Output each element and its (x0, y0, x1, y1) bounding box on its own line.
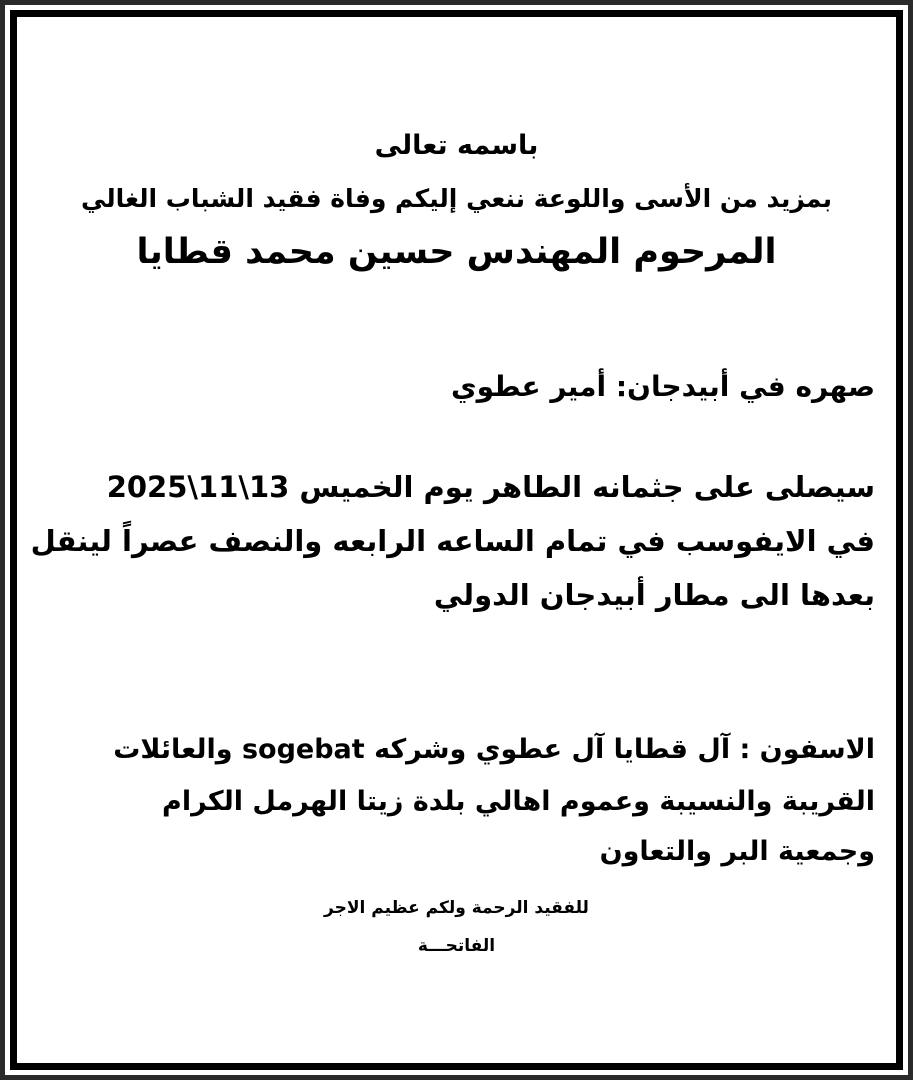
invocation: باسمه تعالى (374, 130, 539, 161)
funeral-line-3: بعدها الى مطار أبيدجان الدولي (433, 578, 875, 612)
funeral-line-1: سيصلى على جثمانه الطاهر يوم الخميس 13\11\2025 (106, 470, 875, 504)
fatiha: الفاتحـــة (417, 936, 496, 956)
condolence: للفقيد الرحمة ولكم عظيم الاجر (324, 898, 589, 918)
mourners-line-2: القريبة والنسيبة وعموم اهالي بلدة زيتا الهرمل الكرام (162, 786, 875, 817)
funeral-line-2: في الايفوسب في تمام الساعه الرابعه والنصف عصراً لينقل (30, 524, 875, 558)
relative-line: صهره في أبيدجان: أمير عطوي (450, 370, 875, 403)
deceased-name: المرحوم المهندس حسين محمد قطايا (136, 232, 777, 272)
mourners-line-1: الاسفون : آل قطايا آل عطوي وشركه sogebat والعائلات (113, 734, 875, 765)
mourners-line-3: وجمعية البر والتعاون (599, 836, 875, 867)
announcement: بمزيد من الأسى واللوعة ننعي إليكم وفاة فقيد الشباب الغالي (80, 184, 833, 213)
